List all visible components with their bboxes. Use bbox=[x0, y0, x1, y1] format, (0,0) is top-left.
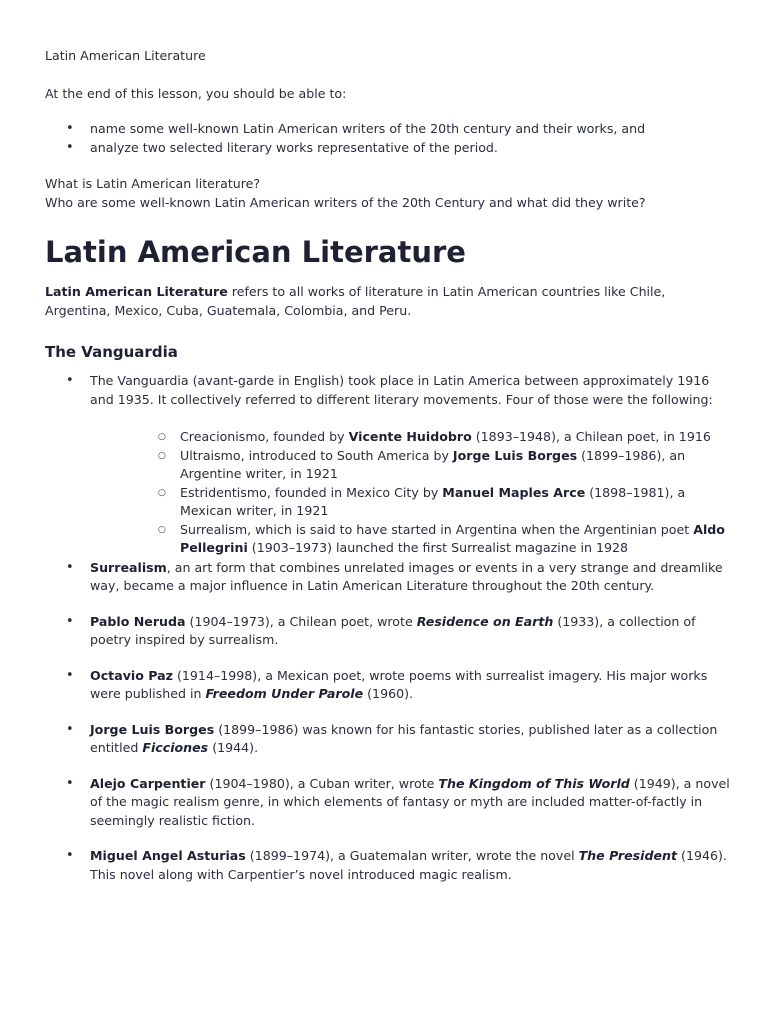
writer-text: (1933), a collection of poetry inspired by surrealism. bbox=[90, 613, 696, 647]
main-heading: Latin American Literature bbox=[45, 235, 466, 269]
definition-text: refers to all works of literature in Latin American countries like Chile, Argentina, Mexico, Cuba, Guatemala, Colombia, and Peru. bbox=[45, 284, 666, 318]
work-title: Freedom Under Parole bbox=[205, 686, 364, 701]
writer-item bbox=[45, 721, 730, 758]
vanguardia-intro: The Vanguardia (avant-garde in English) took place in Latin America between approximately 1916 and 1935. It collectively referred to different literary movements. Four of those were the following: bbox=[90, 373, 713, 407]
writer-text: (1944). bbox=[208, 740, 259, 755]
document-page bbox=[45, 47, 730, 884]
writer-name: Miguel Angel Asturias bbox=[90, 848, 246, 863]
lesson-intro: At the end of this lesson, you should be able to: bbox=[45, 85, 347, 101]
list-item bbox=[45, 559, 730, 596]
writer-item bbox=[45, 667, 730, 704]
movement-text: Ultraismo, introduced to South America by bbox=[180, 447, 453, 463]
writer-name: Octavio Paz bbox=[90, 667, 173, 683]
founder-name: Aldo Pellegrini bbox=[180, 521, 725, 555]
writer-text: (1904–1980), a Cuban writer, wrote bbox=[205, 775, 439, 791]
writer-text: (1960). bbox=[363, 686, 414, 701]
movement-text: (1903–1973) launched the first Surrealist magazine in 1928 bbox=[247, 540, 628, 555]
writer-text: (1949), a novel of the magic realism genre, in which elements of fantasy or myth are included matter-of-factly in seemingly realistic fiction. bbox=[90, 775, 730, 828]
definition-term: Latin American Literature bbox=[45, 284, 228, 299]
movement-item bbox=[135, 428, 730, 447]
founder-name: Vicente Huidobro bbox=[348, 429, 472, 444]
writer-text: (1899–1974), a Guatemalan writer, wrote the novel bbox=[245, 848, 579, 863]
founder-name: Manuel Maples Arce bbox=[442, 484, 586, 500]
surrealism-text: , an art form that combines unrelated images or events in a very strange and dreamlike way, became a major influence in Latin American Literature throughout the 20th century. bbox=[90, 559, 723, 593]
movements-list bbox=[90, 428, 730, 558]
movement-item bbox=[135, 521, 730, 558]
work-title: The Kingdom of This World bbox=[438, 775, 630, 791]
movement-text: Surrealism, which is said to have started in Argentina when the Argentinian poet bbox=[180, 521, 694, 537]
section-heading: The Vanguardia bbox=[45, 343, 178, 361]
guide-question: What is Latin American literature? bbox=[45, 176, 261, 191]
vanguardia-list bbox=[45, 372, 730, 884]
document-title: Latin American Literature bbox=[45, 48, 206, 63]
guide-question: Who are some well-known Latin American writers of the 20th Century and what did they write? bbox=[45, 194, 646, 210]
objective-item: • name some well-known Latin American writers of the 20th century and their works, and bbox=[45, 120, 730, 139]
writer-text: (1946). This novel along with Carpentier’s novel introduced magic realism. bbox=[90, 848, 727, 882]
movement-text: (1899–1986), an Argentine writer, in 1921 bbox=[180, 447, 686, 481]
movement-item bbox=[135, 484, 730, 521]
writer-item bbox=[45, 847, 730, 884]
objectives-list bbox=[45, 120, 730, 157]
movement-text: (1893–1948), a Chilean poet, in 1916 bbox=[471, 429, 711, 444]
writer-text: (1899–1986) was known for his fantastic stories, published later as a collection entitled bbox=[90, 721, 718, 755]
movement-text: Estridentismo, founded in Mexico City by bbox=[180, 484, 443, 500]
work-title: The President bbox=[578, 848, 678, 863]
objective-item: • analyze two selected literary works representative of the period. bbox=[45, 139, 730, 158]
writer-name: Jorge Luis Borges bbox=[90, 721, 215, 737]
writer-name: Pablo Neruda bbox=[90, 613, 186, 629]
movement-text: Creacionismo, founded by bbox=[180, 429, 349, 444]
writer-item bbox=[45, 613, 730, 650]
work-title: Residence on Earth bbox=[416, 613, 554, 629]
list-item bbox=[45, 372, 730, 558]
writer-text: (1904–1973), a Chilean poet, wrote bbox=[185, 613, 417, 629]
writer-text: (1914–1998), a Mexican poet, wrote poems with surrealist imagery. His major works were published in bbox=[90, 667, 708, 701]
definition-paragraph bbox=[45, 283, 730, 320]
surrealism-term: Surrealism bbox=[90, 559, 167, 575]
movement-text: (1898–1981), a Mexican writer, in 1921 bbox=[180, 484, 686, 518]
writer-item bbox=[45, 775, 730, 831]
movement-item bbox=[135, 447, 730, 484]
writer-name: Alejo Carpentier bbox=[90, 775, 206, 791]
work-title: Ficciones bbox=[142, 740, 209, 755]
founder-name: Jorge Luis Borges bbox=[452, 447, 578, 463]
